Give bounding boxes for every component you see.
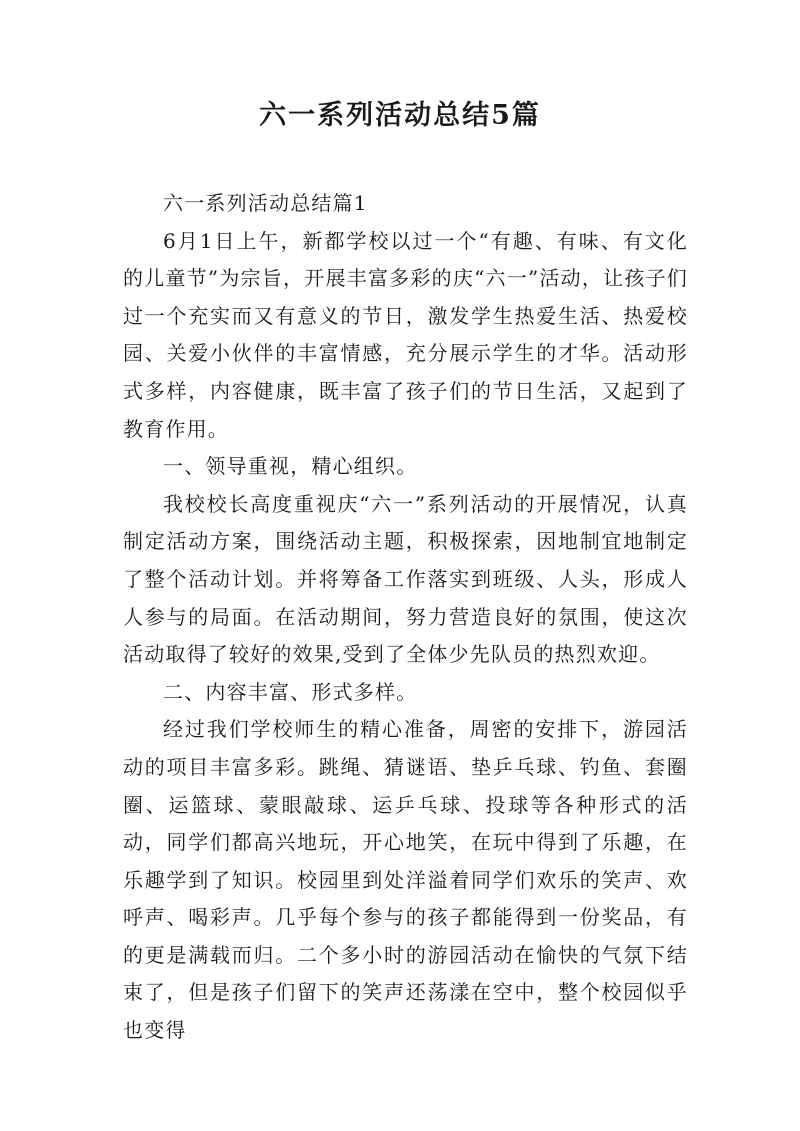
document-body [123, 185, 688, 1050]
intro-paragraph: 6月1日上午，新都学校以过一个“有趣、有味、有文化的儿童节”为宗旨，开展丰富多彩的庆“六一”活动，让孩子们过一个充实而又有意义的节日，激发学生热爱生活、热爱校园、关爱小伙伴的丰富情感，充分展示学生的才华。活动形式多样，内容健康，既丰富了孩子们的节日生活，又起到了教育作用。 [123, 228, 688, 441]
subheading-leadership: 一、领导重视，精心组织。 [163, 454, 418, 479]
subheading-content: 二、内容丰富、形式多样。 [163, 679, 418, 704]
document-title: 六一系列活动总结5篇 [259, 100, 541, 131]
content-paragraph: 经过我们学校师生的精心准备，周密的安排下，游园活动的项目丰富多彩。跳绳、猜谜语、垫乒乓球、钓鱼、套圈圈、运篮球、蒙眼敲球、运乒乓球、投球等各种形式的活动，同学们都高兴地玩，开心地笑，在玩中得到了乐趣，在乐趣学到了知识。校园里到处洋溢着同学们欢乐的笑声、欢呼声、喝彩声。几乎每个参与的孩子都能得到一份奖品，有的更是满载而归。二个多小时的游园活动在愉快的气氛下结束了，但是孩子们留下的笑声还荡漾在空中，整个校园似乎也变得 [123, 717, 688, 1043]
leadership-paragraph: 我校校长高度重视庆“六一”系列活动的开展情况，认真制定活动方案，围绕活动主题，积极探索，因地制宜地制定了整个活动计划。并将筹备工作落实到班级、人头，形成人人参与的局面。在活动期间，努力营造良好的氛围，使这次活动取得了较好的效果,受到了全体少先队员的热烈欢迎。 [123, 491, 688, 667]
section-heading-1: 六一系列活动总结篇1 [163, 191, 368, 215]
